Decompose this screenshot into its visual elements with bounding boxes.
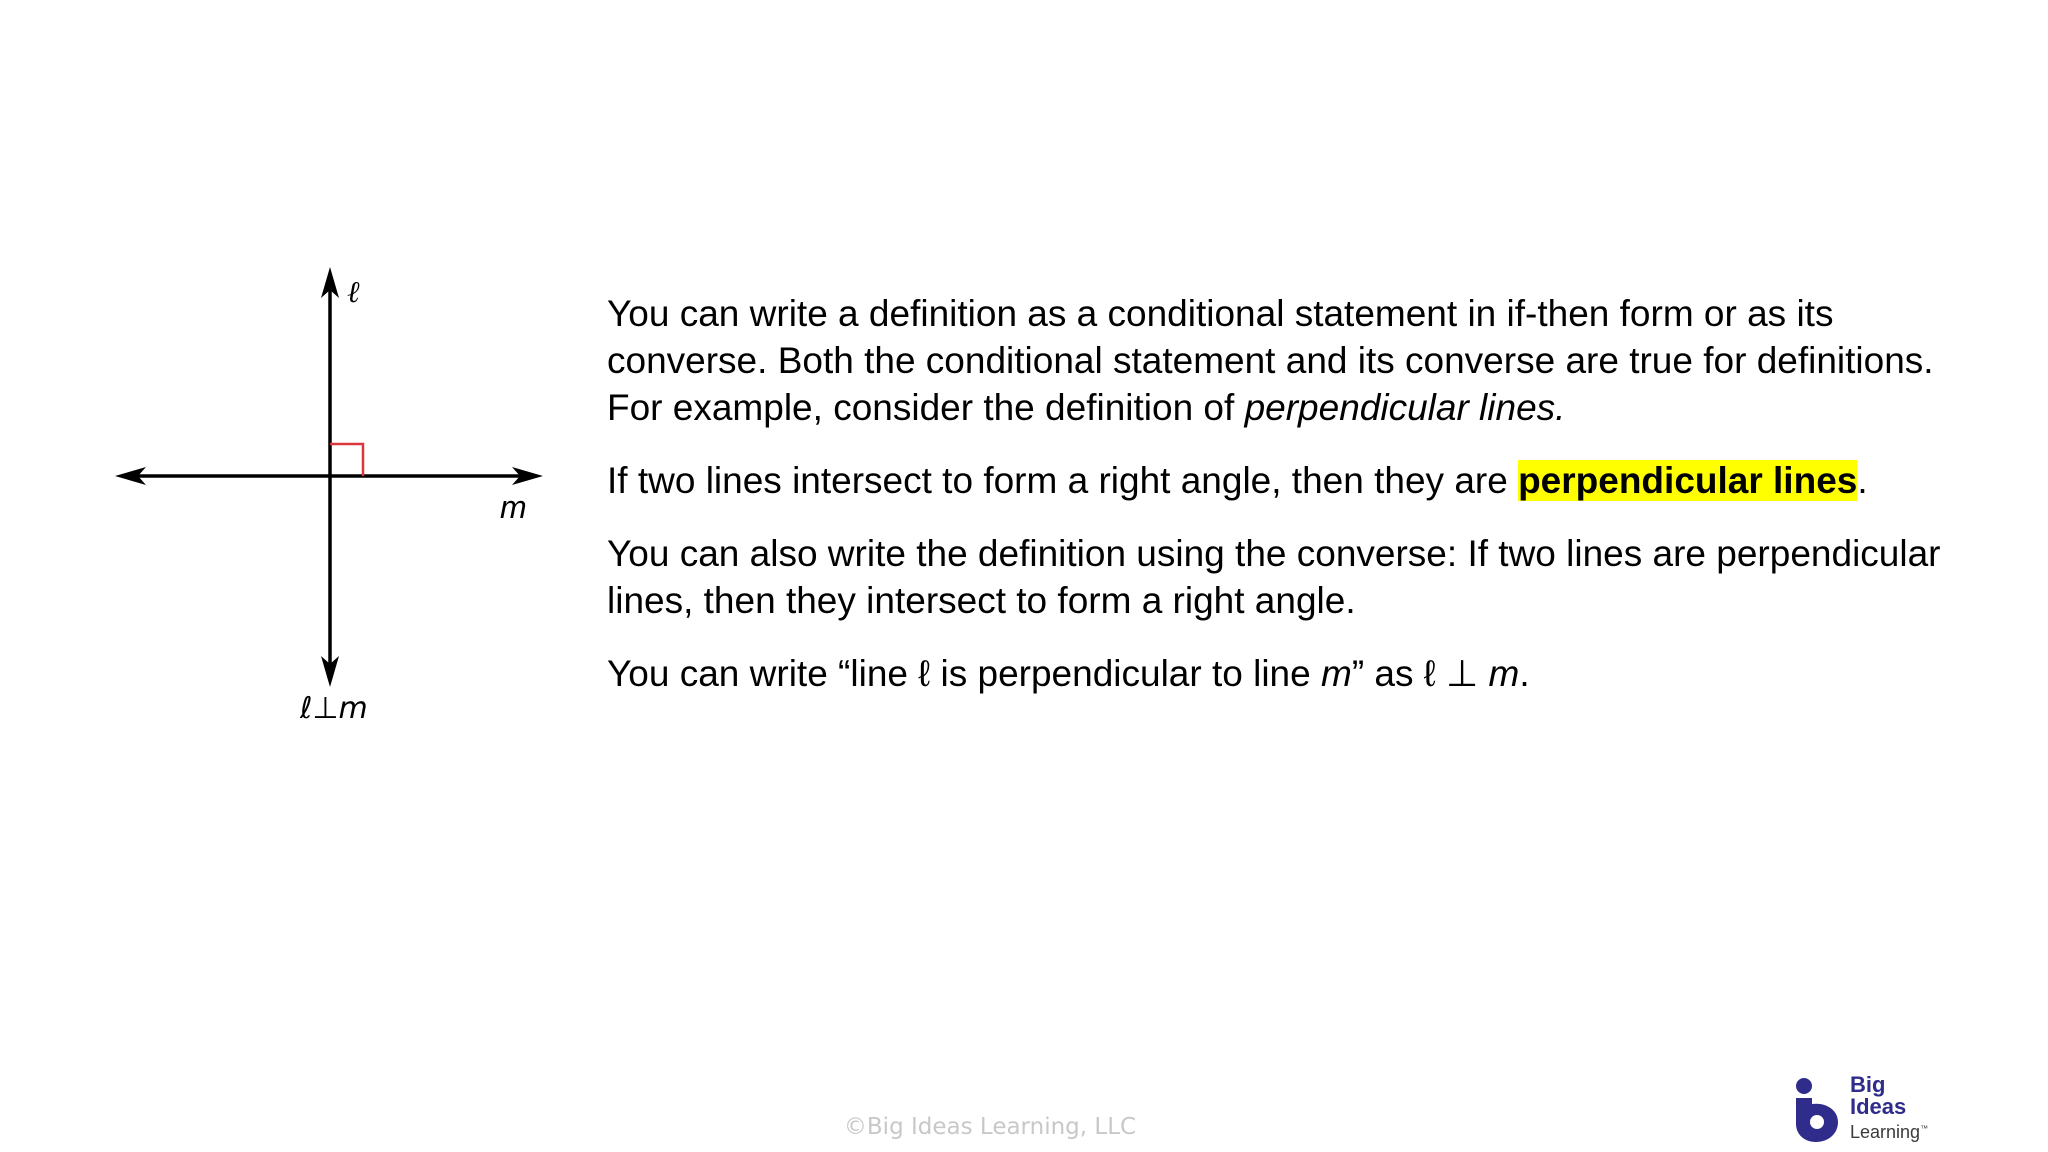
p1-italic: perpendicular lines. — [1244, 387, 1566, 428]
logo-line-big: Big — [1850, 1072, 1886, 1097]
p4-b: ” as ℓ ⊥ — [1351, 653, 1489, 694]
highlighted-term: perpendicular lines — [1518, 460, 1858, 501]
paragraph-3 — [607, 530, 1947, 624]
logo-line-learning — [1850, 1118, 1928, 1143]
paragraph-2 — [607, 457, 1947, 504]
logo-icon — [1790, 1076, 1842, 1142]
diagram-svg — [115, 262, 545, 732]
right-angle-marker — [330, 444, 363, 476]
logo-line-ideas: Ideas — [1850, 1094, 1907, 1119]
logo-learning-text: Learning — [1850, 1122, 1921, 1142]
p1-text: You can write a definition as a conditional statement in if-then form or as its converse. Both the conditional statement and its converse are true for definitions. For example, consider the definition of — [607, 293, 1934, 428]
p3-text: You can also write the definition using the converse: If two lines are perpendicular lines, then they intersect to form a right angle. — [607, 533, 1941, 621]
definition-text — [607, 290, 1947, 723]
paragraph-4 — [607, 650, 1947, 697]
p4-m: m — [1320, 653, 1352, 694]
p2-end: . — [1857, 460, 1868, 501]
paragraph-1 — [607, 290, 1947, 431]
perpendicular-lines-diagram — [115, 262, 545, 732]
copyright-footer: ©Big Ideas Learning, LLC — [843, 1114, 1137, 1140]
p4-m2: m — [1488, 653, 1520, 694]
p4-end: . — [1519, 653, 1530, 694]
p2-text: If two lines intersect to form a right angle, then they are — [607, 460, 1519, 501]
label-l: ℓ — [347, 275, 360, 310]
logo-wordmark — [1850, 1074, 1928, 1143]
p4-a: You can write “line ℓ is perpendicular to line — [607, 653, 1321, 694]
big-ideas-logo — [1790, 1074, 1940, 1146]
label-m: m — [500, 489, 527, 525]
diagram-caption: ℓ⊥m — [300, 691, 368, 726]
logo-trademark: ™ — [1920, 1124, 1929, 1133]
